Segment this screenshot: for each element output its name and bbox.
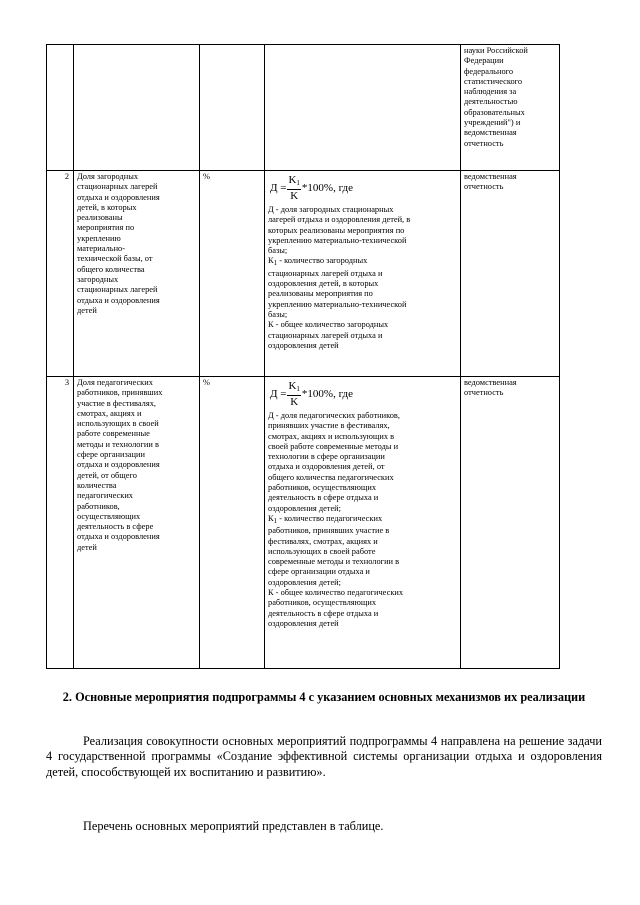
cell-num [47,45,74,171]
unit-of-measure: % [200,171,265,377]
text-line: реализованы мероприятия по [268,289,373,299]
text-line: Доля загородных [77,172,139,181]
indicator-description [74,171,200,377]
indicators-table [46,44,560,669]
text-line: современные методы и технологии в [268,557,400,567]
section-paragraph: Реализация совокупности основных мероприятий подпрограммы 4 направлена на решение задачи 4 государственной программы «Создание эффективной системы организации отдыха и оздоровления детей, способствующей их воспитанию и развитию». [46,734,602,779]
text-line: федерального [464,66,514,76]
text-line: количества [77,480,117,490]
text-line: работников, [77,501,120,511]
data-source [461,171,560,377]
section-heading: 2. Основные мероприятия подпрограммы 4 с указанием основных механизмов их реализации [62,690,586,704]
text-line: работников, осуществляющих [268,483,377,493]
fraction [287,380,300,408]
text-line: общего количества педагогических [268,472,394,482]
cell-source [461,45,560,171]
text-line: материально- [77,244,126,254]
text-line: использующих в своей [77,419,159,429]
row-number: 3 [47,377,74,669]
text-line: отдыха и оздоровления [77,460,160,470]
text-line: участие в фестивалях, [77,398,156,408]
text-line: отчетность [464,138,504,148]
numerator: K [288,380,297,392]
text-line: работников, осуществляющих [268,598,377,608]
text-line: реализованы [77,213,123,223]
text-line: $К_1$ - количество педагогических [268,513,383,525]
text-line: оздоровления детей; [268,577,341,587]
text-line: лагерей отдыха и оздоровления детей, в [268,215,411,225]
text-line: работе современные [77,429,150,439]
numerator: K [288,174,297,186]
text-line: ведомственная [464,172,517,181]
text-line: Д - доля загородных стационарных [268,205,394,214]
text-line: статистического [464,76,523,86]
text-line: отдыха и оздоровления [77,295,160,305]
formula-suffix: *100%, где [301,181,354,194]
text-line: Доля педагогических [77,378,153,387]
formula-cell [265,171,461,377]
text-line: смотрах, акциях и [77,408,142,418]
text-line: оздоровления детей; [268,503,341,513]
text-line: К - общее количество педагогических [268,588,404,598]
text-line: технологии в сфере организации [268,452,385,462]
section-paragraph: Перечень основных мероприятий представлен в таблице. [83,819,384,833]
text-line: учреждений") и [464,118,521,128]
text-line: деятельность в сфере отдыха и [268,608,379,618]
numerator-subscript: 1 [296,385,300,393]
text-line: оздоровления детей [268,340,339,350]
formula [270,173,457,203]
text-line: загородных [77,274,119,284]
text-line: стационарных лагерей отдыха и [268,268,383,278]
formula [270,379,457,409]
text-line: сфере организации отдыха и [268,567,370,577]
text-line: педагогических [77,491,133,501]
text-line: методы и технологии в [77,439,159,449]
text-line: ведомственная [464,378,517,387]
formula-prefix: Д = [270,181,287,194]
text-line: Д - доля педагогических работников, [268,411,400,420]
data-source [461,377,560,669]
denominator: K [290,190,299,202]
text-line: деятельностью [464,97,518,107]
formula-prefix: Д = [270,387,287,400]
cell-formula [265,45,461,171]
text-line: оздоровления детей [268,618,339,628]
unit-of-measure: % [200,377,265,669]
text-line: укреплению [77,233,121,243]
text-line: базы; [268,309,288,319]
text-line: сфере организации [77,450,145,460]
formula-legend [268,205,457,351]
formula-legend [268,411,457,629]
text-line: стационарных лагерей [77,285,158,295]
formula-suffix: *100%, где [301,387,354,400]
text-line: работников, принявших [77,388,163,398]
formula-cell [265,377,461,669]
text-line: работников, принявших участие в [268,526,390,536]
text-line: использующих в своей работе [268,546,376,556]
indicator-description [74,377,200,669]
text-line: которых реализованы мероприятия по [268,225,405,235]
text-line: стационарных лагерей [77,182,158,192]
table-row [47,171,560,377]
numerator-subscript: 1 [296,179,300,187]
text-line: стационарных лагерей отдыха и [268,330,383,340]
text-line: образовательных [464,107,525,117]
text-line: ведомственная [464,128,517,138]
text-line: отдыха и оздоровления [77,532,160,542]
fraction [287,174,300,202]
text-line: отдыха и оздоровления детей, от [268,462,385,472]
text-line: базы; [268,246,288,256]
table-row [47,377,560,669]
text-line: оздоровления детей, в которых [268,279,379,289]
text-line: К - общее количество загородных [268,320,389,330]
text-line: Федерации [464,56,504,66]
text-line: науки Российской [464,46,528,55]
text-line: фестивалях, смотрах, акциях и [268,536,378,546]
text-line: отдыха и оздоровления [77,192,160,202]
denominator: K [290,396,299,408]
text-line: детей, от общего [77,470,137,480]
text-line: укреплению материально-технической [268,299,407,309]
text-line: принявших участие в фестивалях, [268,421,390,431]
text-line: смотрах, акциях и использующих в [268,431,395,441]
text-line: детей [77,542,97,552]
text-line: мероприятия по [77,223,135,233]
text-line: осуществляющих [77,511,141,521]
text-line: укреплению материально-технической [268,235,407,245]
table-row-continued [47,45,560,171]
cell-description [74,45,200,171]
text-line: $К_1$ - количество загородных [268,256,368,268]
text-line: общего количества [77,264,145,274]
text-line: отчетность [464,388,504,398]
text-line: деятельность в сфере отдыха и [268,493,379,503]
text-line: своей работе современные методы и [268,441,399,451]
text-line: технической базы, от [77,254,153,264]
text-line: отчетность [464,182,504,192]
text-line: детей [77,305,97,315]
text-line: детей, в которых [77,202,137,212]
cell-unit [200,45,265,171]
row-number: 2 [47,171,74,377]
text-line: деятельность в сфере [77,522,154,532]
text-line: наблюдения за [464,87,517,97]
